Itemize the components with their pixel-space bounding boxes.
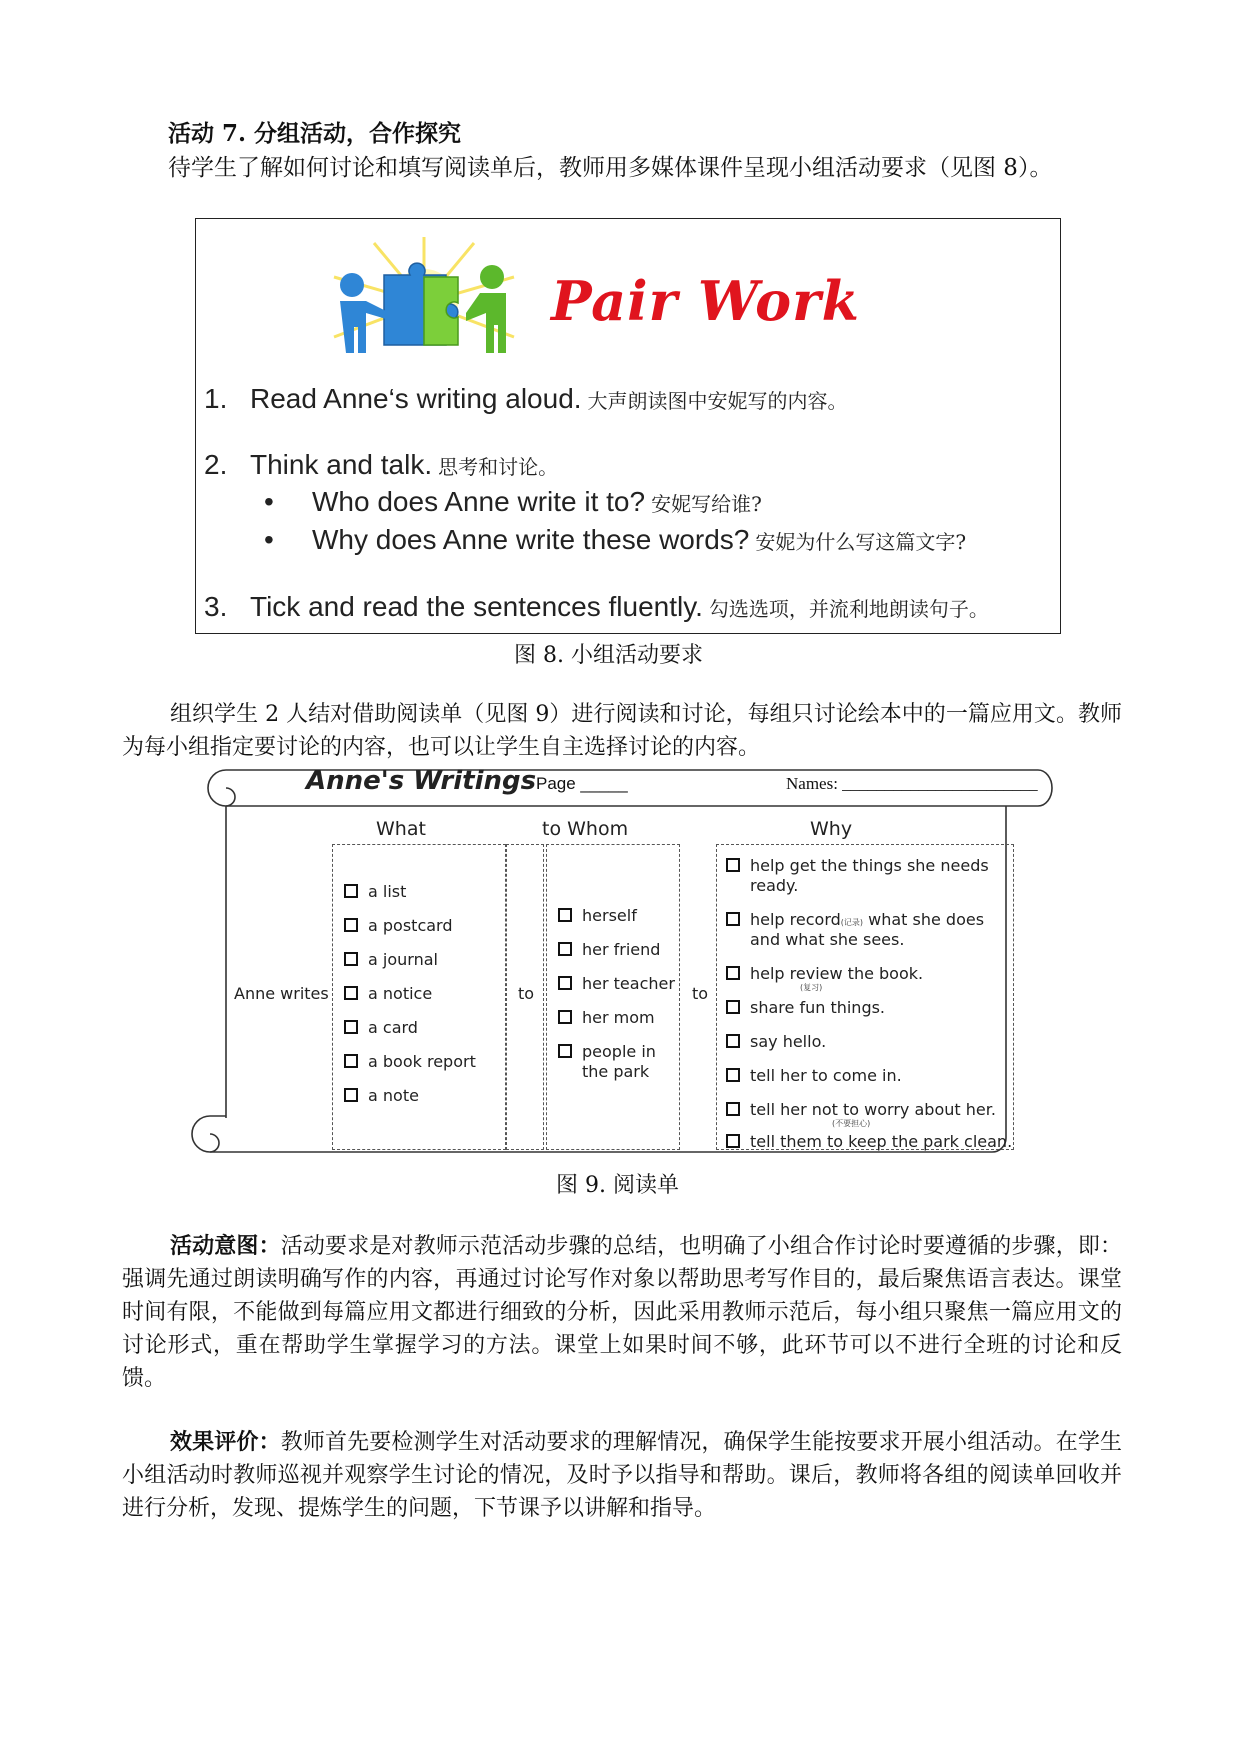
pair-work-slide — [195, 218, 1061, 634]
what-option[interactable]: a note — [344, 1086, 419, 1105]
col-whom-header: to Whom — [542, 818, 629, 840]
whom-box — [546, 844, 680, 1150]
evaluation-paragraph — [122, 1426, 1122, 1525]
review-note: (复习) — [800, 983, 823, 992]
whom-option-cont: the park — [582, 1062, 650, 1081]
why-option[interactable]: help review the book. — [726, 964, 923, 983]
why-option[interactable]: tell them to keep the park clean. — [726, 1132, 1012, 1151]
activity-intro: 待学生了解如何讨论和填写阅读单后，教师用多媒体课件呈现小组活动要求（见图 8）。 — [168, 155, 1053, 181]
what-option[interactable]: a book report — [344, 1052, 476, 1071]
page-field: Page _____ — [536, 774, 628, 793]
intent-text: 活动要求是对教师示范活动步骤的总结，也明确了小组合作讨论时要遵循的步骤，即：强调先通过朗读明确写作的内容，再通过讨论写作对象以帮助思考写作目的，最后聚焦语言表达。课堂时间有限，不能做到每篇应用文都进行细致的分析，因此采用教师示范后，每小组只聚焦一篇应用文的讨论形式，重在帮助学生掌握学习的方法。课堂上如果时间不够，此环节可以不进行全班的讨论和反馈。 — [122, 1234, 1122, 1391]
what-option[interactable]: a notice — [344, 984, 432, 1003]
bullet-2: • Why does Anne write these words? 安妮为什么写这篇文字? — [264, 524, 967, 555]
whom-option[interactable]: people in — [558, 1042, 656, 1061]
col-why-header: Why — [810, 818, 853, 840]
worksheet-title: Anne's Writings — [306, 766, 537, 796]
activity-heading: 活动 7. 分组活动，合作探究 — [168, 120, 462, 147]
bullet-1: • Who does Anne write it to? 安妮写给谁? — [264, 486, 762, 517]
whom-option[interactable]: her mom — [558, 1008, 655, 1027]
pair-work-title: Pair Work — [551, 269, 861, 333]
why-option[interactable]: tell her to come in. — [726, 1066, 902, 1085]
intent-label: 活动意图： — [170, 1233, 281, 1259]
worry-note: (不要担心) — [832, 1119, 871, 1128]
why-option[interactable]: share fun things. — [726, 998, 885, 1017]
why-option[interactable]: help get the things she needs — [726, 856, 989, 875]
why-option[interactable]: say hello. — [726, 1032, 826, 1051]
evaluation-label: 效果评价： — [170, 1429, 281, 1455]
why-option-cont: and what she sees. — [750, 930, 905, 949]
pair-paragraph: 组织学生 2 人结对借助阅读单（见图 9）进行阅读和讨论，每组只讨论绘本中的一篇应用文。教师为每小组指定要讨论的内容，也可以让学生自主选择讨论的内容。 — [122, 702, 1122, 760]
intent-paragraph — [122, 1230, 1122, 1395]
whom-option[interactable]: herself — [558, 906, 637, 925]
step-3: 3. Tick and read the sentences fluently. 勾选选项，并流利地朗读句子。 — [204, 591, 989, 622]
why-option[interactable]: tell her not to worry about her. — [726, 1100, 996, 1119]
to-label-1: to — [518, 984, 535, 1003]
what-option[interactable]: a journal — [344, 950, 438, 969]
step-2: 2. Think and talk. 思考和讨论。 — [204, 449, 559, 480]
what-option[interactable]: a list — [344, 882, 406, 901]
why-option-cont: ready. — [750, 876, 799, 895]
evaluation-text: 教师首先要检测学生对活动要求的理解情况，确保学生能按要求开展小组活动。在学生小组活动时教师巡视并观察学生讨论的情况，及时予以指导和帮助。课后，教师将各组的阅读单回收并进行分析，发现、提炼学生的问题，下节课予以讲解和指导。 — [122, 1430, 1122, 1521]
why-option[interactable]: help record(记录) what she does — [726, 910, 984, 929]
whom-option[interactable]: her friend — [558, 940, 660, 959]
step-1: 1. Read Anne‘s writing aloud. 大声朗读图中安妮写的内容。 — [204, 383, 848, 414]
reading-worksheet — [186, 768, 1056, 1164]
to-label-2: to — [692, 984, 709, 1003]
puzzle-people-icon — [324, 237, 524, 369]
fig8-caption: 图 8. 小组活动要求 — [514, 643, 703, 668]
fig9-caption: 图 9. 阅读单 — [556, 1173, 679, 1198]
anne-writes-label: Anne writes — [234, 984, 329, 1003]
what-option[interactable]: a postcard — [344, 916, 453, 935]
col-what-header: What — [376, 818, 426, 840]
names-field: Names: _______________________ — [786, 774, 1038, 793]
whom-option[interactable]: her teacher — [558, 974, 675, 993]
what-option[interactable]: a card — [344, 1018, 418, 1037]
